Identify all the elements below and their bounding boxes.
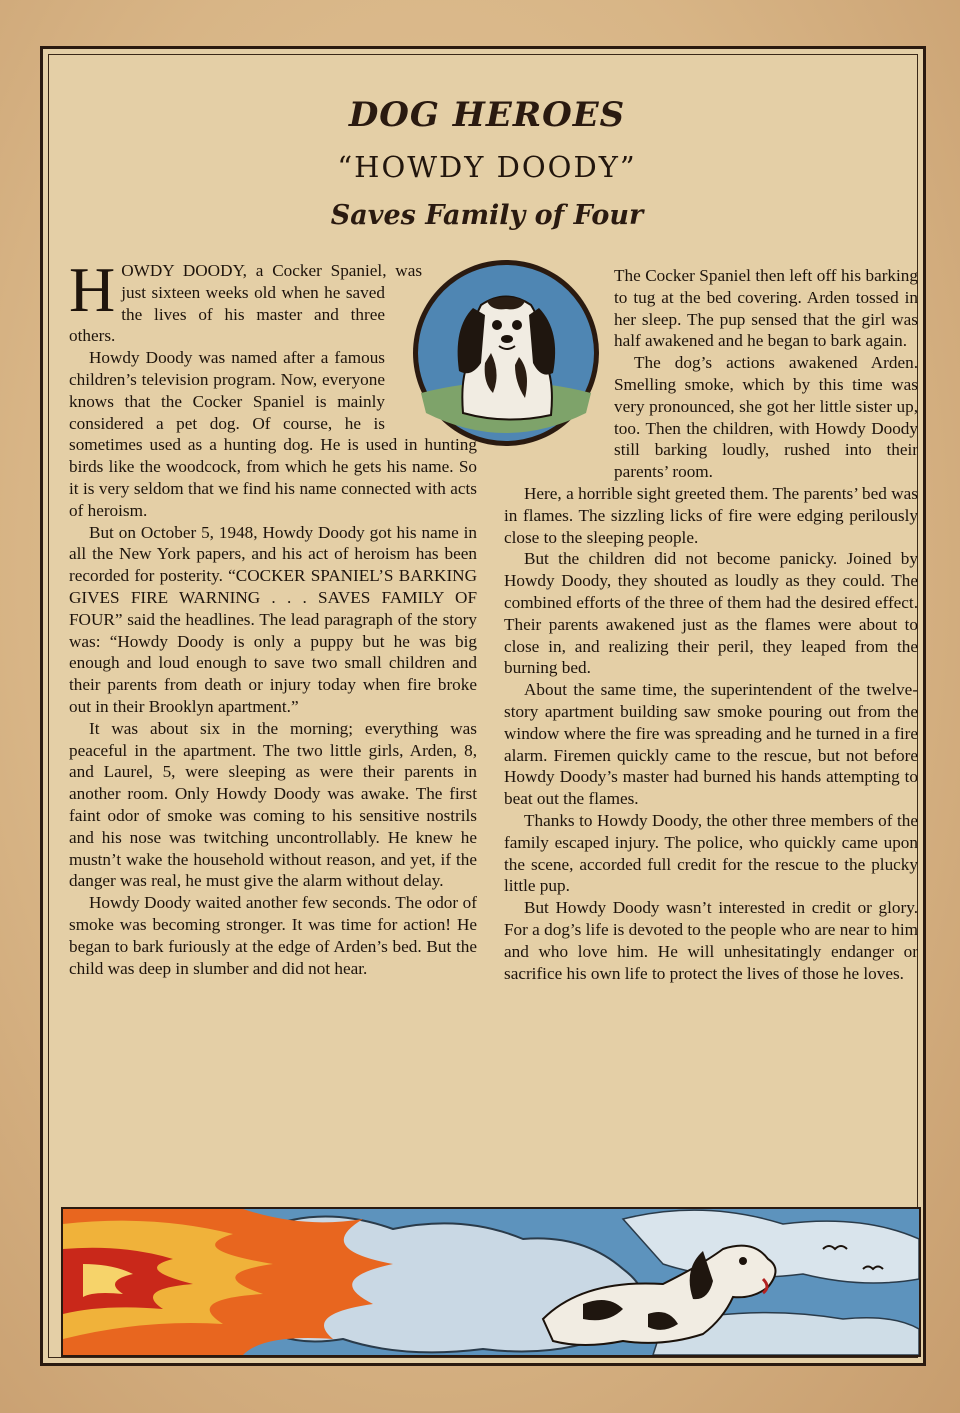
drop-cap: H <box>69 254 116 325</box>
paragraph-3: But on October 5, 1948, Howdy Doody got his name in all the New York papers, and his act of heroism has been recorded for posterity. “COCKER SPANIEL’S BARKING GIVES FIRE WARNING . . . SAVES FAMILY OF FOUR” said the headlines. The lead paragraph of the story was: “Howdy Doody is only a puppy but he was big enough and loud enough to save two small children and their parents from death or injury today when fire broke out in their Brooklyn apartment.” <box>69 522 477 716</box>
article-inner-border <box>48 54 918 1358</box>
right-column <box>504 265 918 984</box>
paragraph-7: The dog’s actions awakened Arden. Smelling smoke, which by this time was very pronounced, she got her little sister up, too. Then the children, with Howdy Doody still barking loudly, rushed into their parents’ room. <box>614 353 918 482</box>
paragraph-10: About the same time, the superintendent of the twelve-story apartment building saw smoke pouring out from the window where the fire was spreading and he turned in a fire alarm. Firemen quickly came to the rescue, but not before Howdy Doody’s master had burned his hands attempting to beat out the flames. <box>504 680 918 809</box>
paragraph-4: It was about six in the morning; everything was peaceful in the apartment. The two little girls, Arden, 8, and Laurel, 5, were sleeping as were their parents in another room. Only Howdy Doody was awake. The first faint odor of smoke was coming to his sensitive nostrils and his nose was twitching uncontrollably. He knew he mustn’t wake the household without reason, and yet, if the danger was real, he must give the alarm without delay. <box>69 718 477 891</box>
paragraph-9: But the children did not become panicky. Joined by Howdy Doody, they shouted as loudly as they could. The combined efforts of the three of them had the desired effect. Their parents awakened just as the flames were about to close in, and realizing their peril, they leaped from the burning bed. <box>504 549 918 678</box>
paragraph-12: But Howdy Doody wasn’t interested in credit or glory. For a dog’s life is devoted to the people who are near to him and who love him. He will unhesitatingly endanger or sacrifice his own life to protect the lives of those he loves. <box>504 898 918 983</box>
paragraph-2: Howdy Doody was named after a famous children’s television program. Now, everyone knows that the Cocker Spaniel is mainly considered a pet dog. Of course, he is sometimes used as a hunting dog. He is used in hunting birds like the woodcock, from which he gets his name. So it is very seldom that we find his name connected with acts of heroism. <box>69 348 477 520</box>
article-title: “HOWDY DOODY” <box>337 150 637 184</box>
paragraph-8: Here, a horrible sight greeted them. The parents’ bed was in flames. The sizzling licks of fire were edging perilously close to the sleeping people. <box>504 483 918 547</box>
paragraph-6: The Cocker Spaniel then left off his barking to tug at the bed covering. Arden tossed in her sleep. The pup sensed that the girl was half awakened and he began to bark again. <box>614 266 918 351</box>
medallion-wrap-space <box>385 260 477 455</box>
article-subtitle: Saves Family of Four <box>330 200 644 231</box>
fire-escape-banner-image <box>61 1207 921 1357</box>
paragraph-1-text: OWDY DOODY, a Cocker Spaniel, was just sixteen weeks old when he saved the lives of his master and three others. <box>69 261 423 346</box>
series-heading: DOG HEROES <box>348 95 626 135</box>
medallion-wrap-space-right <box>504 265 614 475</box>
paragraph-11: Thanks to Howdy Doody, the other three members of the family escaped injury. The police, who quickly came upon the scene, accorded full credit for the rescue to the plucky little pup. <box>504 810 918 896</box>
article-frame <box>40 46 926 1366</box>
left-column <box>69 254 477 979</box>
paragraph-5: Howdy Doody waited another few seconds. The odor of smoke was becoming stronger. It was time for action! He began to bark furiously at the edge of Arden’s bed. But the child was deep in slumber and did not hear. <box>69 893 477 978</box>
